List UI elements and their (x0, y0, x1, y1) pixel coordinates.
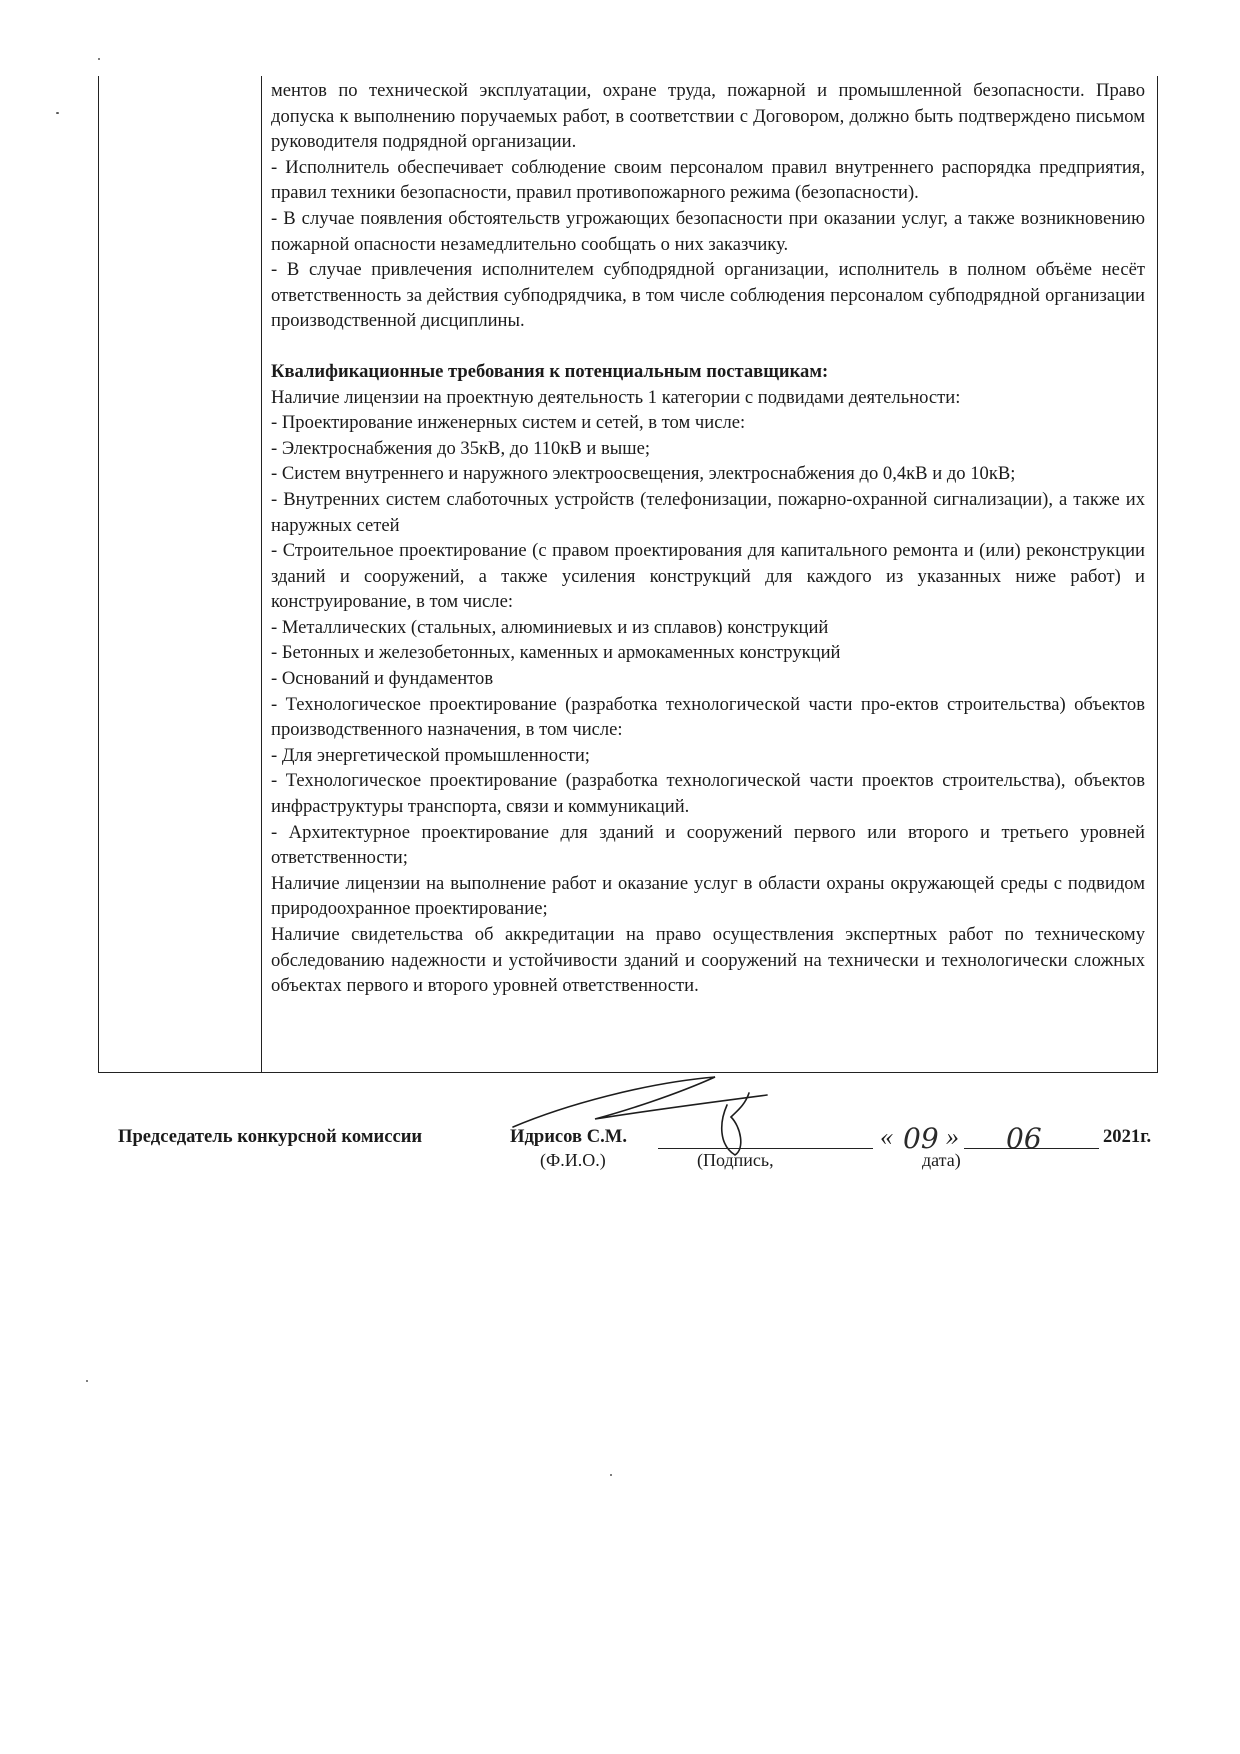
date-open-quote: « (880, 1122, 893, 1151)
qualification-item: - Технологическое проектирование (разработка технологической части про-ектов строительства) объектов производственного назначения, в том числе: (271, 693, 1145, 741)
date-year: 2021г. (1103, 1126, 1152, 1147)
qualification-heading: Квалификационные требования к потенциальным поставщикам: (271, 360, 829, 382)
qualification-item: - Металлических (стальных, алюминиевых и из сплавов) конструкций (271, 616, 829, 638)
qualification-item: - Архитектурное проектирование для зданий и сооружений первого или второго и третьего уровней ответственности; (271, 821, 1145, 869)
signature-captions (0, 1150, 1240, 1174)
spacer (271, 334, 1145, 359)
qualification-item: Наличие лицензии на проектную деятельность 1 категории с подвидами деятельности: (271, 386, 961, 408)
qualification-item: - Проектирование инженерных систем и сетей, в том числе: (271, 412, 746, 434)
scan-speck (610, 1474, 612, 1476)
qualification-item: - Оснований и фундаментов (271, 668, 494, 690)
scan-speck (98, 58, 100, 60)
paragraph-hazard-notice: - В случае появления обстоятельств угрожающих безопасности при оказании услуг, а также возникновению пожарной опасности незамедлительно сообщать о них заказчику. (271, 207, 1145, 255)
date-day: 09 (903, 1122, 939, 1155)
caption-date: дата) (922, 1150, 961, 1170)
table-right-column (263, 76, 1157, 1072)
scan-speck (86, 1380, 88, 1382)
table-left-column (99, 76, 262, 1072)
scan-speck (56, 112, 59, 114)
qualification-item: - Бетонных и железобетонных, каменных и армокаменных конструкций (271, 642, 841, 664)
caption-signature: (Подпись, (697, 1150, 774, 1170)
qualification-item: - Внутренних систем слаботочных устройств (телефонизации, пожарно-охранной сигнализации), а также их наружных сетей (271, 488, 1145, 536)
chair-name: Идрисов С.М. (510, 1126, 627, 1147)
qualification-item: - Для энергетической промышленности; (271, 744, 590, 766)
chair-label: Председатель конкурсной комиссии (118, 1126, 423, 1147)
date-month: 06 (1006, 1122, 1042, 1155)
requirements-table (98, 76, 1158, 1073)
qualification-item: - Электроснабжения до 35кВ, до 110кВ и выше; (271, 437, 651, 459)
qualification-item: Наличие свидетельства об аккредитации на право осуществления экспертных работ по техническому обследованию надежности и устойчивости зданий и сооружений на технически и технологически сложных объектах первого и второго уровней ответственности. (271, 924, 1145, 997)
paragraph-safety-docs: ментов по технической эксплуатации, охране труда, пожарной и промышленной безопасности. Право допуска к выполнению поручаемых работ, в соответствии с Договором, должно быть подтверждено письмом руководителя подрядной организации. (271, 80, 1145, 153)
qualification-item: Наличие лицензии на выполнение работ и оказание услуг в области охраны окружающей среды с подвидом природоохранное проектирование; (271, 872, 1145, 920)
qualification-item: - Технологическое проектирование (разработка технологической части проектов строительства), объектов инфраструктуры транспорта, связи и коммуникаций. (271, 770, 1145, 818)
qualification-item: - Систем внутреннего и наружного электроосвещения, электроснабжения до 0,4кВ и до 10кВ; (271, 463, 1016, 485)
paragraph-contractor-rules: - Исполнитель обеспечивает соблюдение своим персоналом правил внутреннего распорядка предприятия, правил техники безопасности, правил противопожарного режима (безопасности). (271, 156, 1145, 204)
qualification-item: - Строительное проектирование (с правом проектирования для капитального ремонта и (или) реконструкции зданий и сооружений, а также усиления конструкций для каждого из указанных ниже работ) и конструирование, в том числе: (271, 540, 1145, 613)
date-close-quote: » (946, 1122, 959, 1151)
paragraph-subcontractor: - В случае привлечения исполнителем субподрядной организации, исполнитель в полном объёме несёт ответственность за действия субподрядчика, в том числе соблюдения персоналом субподрядной организации производственной дисциплины. (271, 259, 1145, 332)
caption-fio: (Ф.И.О.) (540, 1150, 606, 1170)
signature-line (658, 1148, 873, 1149)
